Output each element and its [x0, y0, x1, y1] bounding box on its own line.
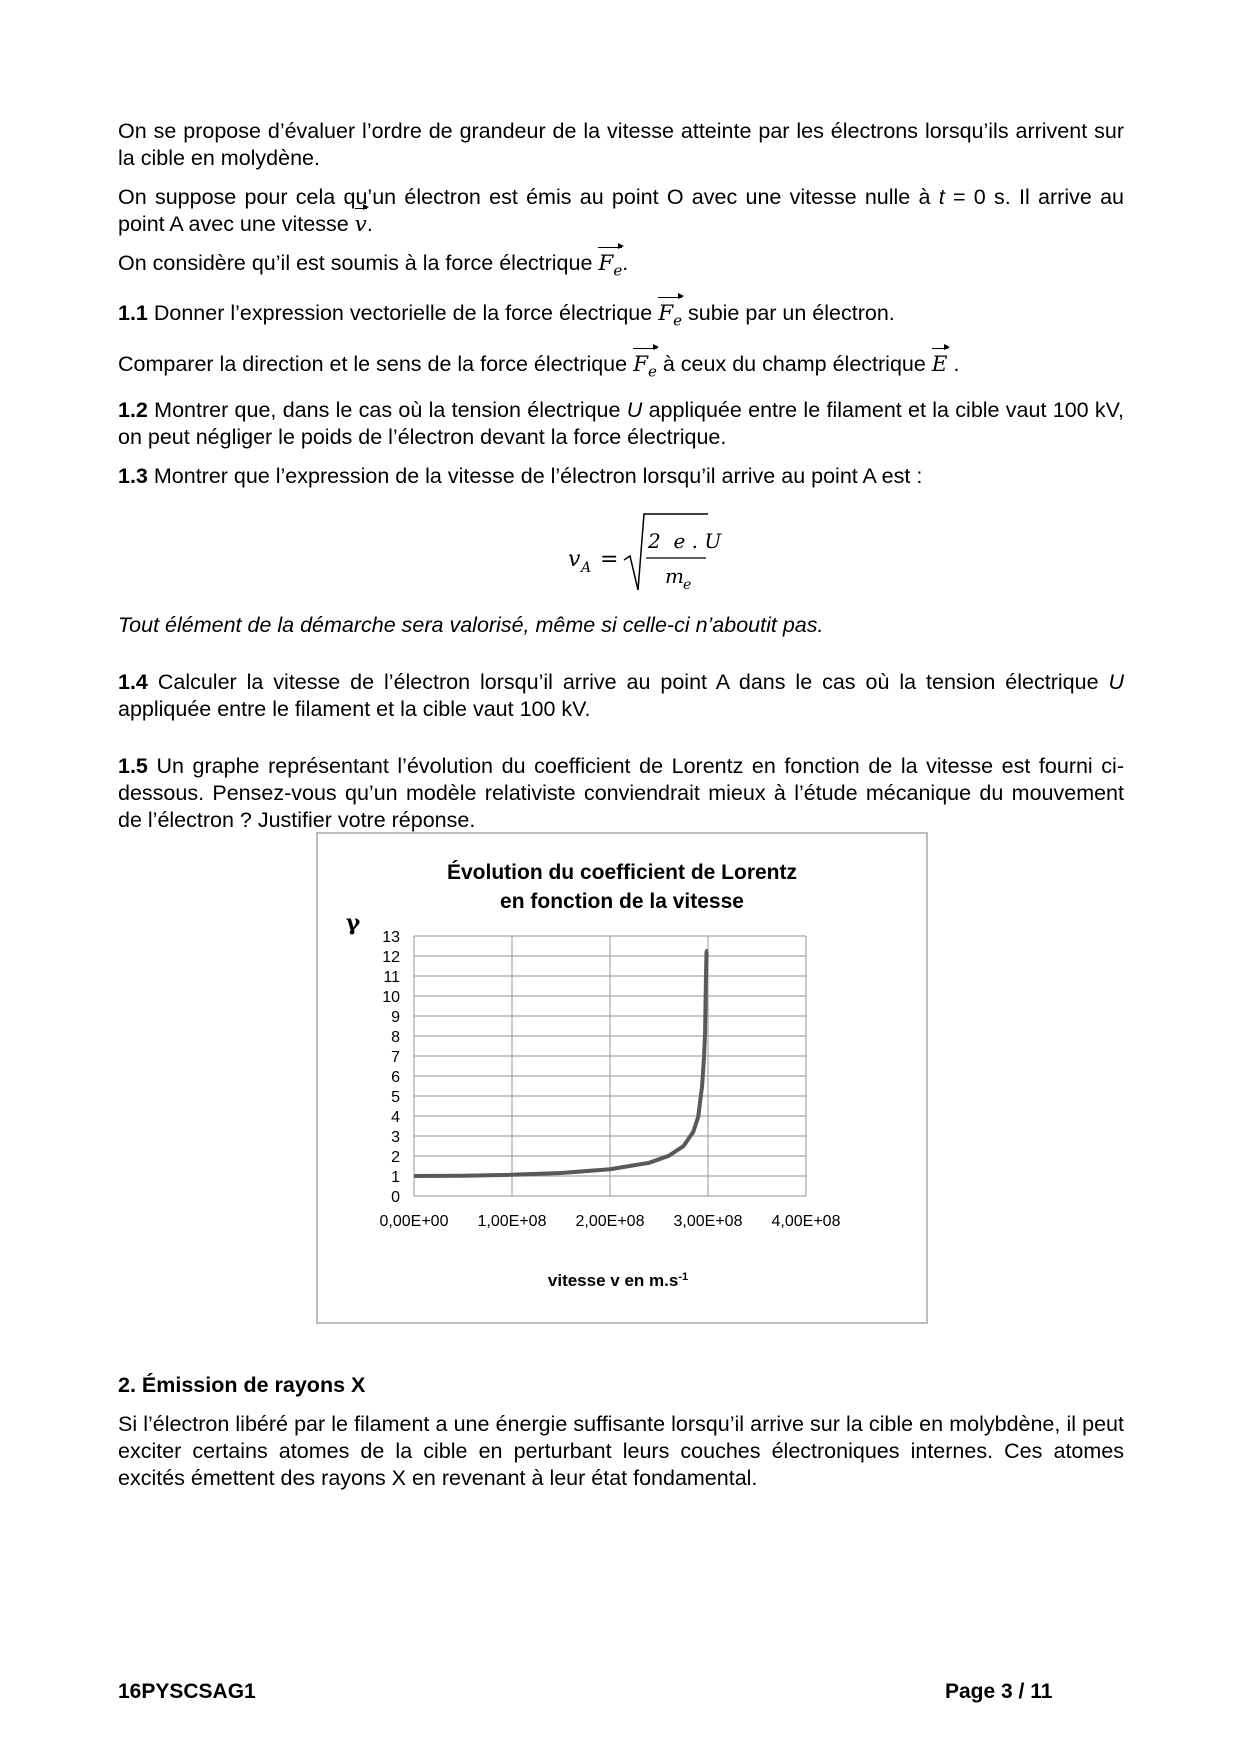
time-symbol: t [938, 185, 945, 209]
footer-page-number: Page 3 / 11 [945, 1680, 1053, 1703]
field-vector: E [931, 351, 948, 377]
chart-title-line-2: en fonction de la vitesse [500, 890, 744, 913]
force-vector: $F_e$ [633, 351, 657, 385]
question-1-3 [118, 463, 1124, 490]
question-1-4 [118, 669, 1124, 723]
grading-note: Tout élément de la démarche sera valorisé, même si celle-ci n’aboutit pas. [118, 612, 824, 637]
question-text: Montrer que l’expression de la vitesse de l’électron lorsqu’il arrive au point A est : [147, 463, 923, 488]
intro-period: . [622, 251, 629, 275]
chart-svg [318, 834, 926, 1322]
y-tick-label: 8 [391, 1029, 400, 1046]
question-number: 1.4 [118, 669, 148, 694]
question-number: 1.5 [118, 753, 148, 778]
chart-title-line-1: Évolution du coefficient de Lorentz [446, 861, 798, 884]
question-text: à ceux du champ électrique [656, 351, 932, 376]
force-vector: $F_e$ [658, 300, 682, 334]
intro-text-2c: . [366, 212, 373, 236]
y-tick-label: 7 [391, 1049, 400, 1066]
formula-denominator-sub: e [683, 576, 692, 593]
velocity-vector: v [354, 212, 367, 237]
question-text: Montrer que, dans le cas où la tension électrique [147, 397, 627, 422]
question-number: 1.1 [118, 301, 148, 326]
x-tick-label: 3,00E+08 [673, 1213, 743, 1230]
lorentz-chart [316, 832, 928, 1324]
x-tick-label: 0,00E+00 [379, 1213, 449, 1230]
x-axis-label: vitesse v en $m.s^{-1}$ [547, 1271, 689, 1290]
y-tick-label: 1 [391, 1169, 400, 1186]
section-2 [118, 1372, 1124, 1492]
question-text: subie par un électron. [682, 301, 895, 326]
formula-equals: = [600, 546, 619, 572]
formula-numerator: 2 e . U [648, 528, 722, 553]
formula-lhs: v [568, 546, 581, 572]
formula-lhs-sub: A [581, 559, 592, 576]
intro-text-1: On se propose d’évaluer l’ordre de grandeur de la vitesse atteinte par les électrons lorsqu’ils arrivent sur la cible en molydène. [118, 119, 1124, 170]
y-tick-label: 11 [383, 969, 400, 986]
intro-text-2a: On suppose pour cela qu’un électron est émis au point O avec une vitesse nulle à [118, 185, 939, 209]
question-text: Comparer la direction et le sens de la force électrique [118, 351, 634, 376]
voltage-symbol: U [1108, 669, 1124, 694]
y-tick-label: 10 [382, 989, 400, 1006]
question-text: Donner l’expression vectorielle de la force électrique [147, 301, 659, 326]
y-tick-label: 9 [391, 1009, 400, 1026]
question-1-2 [118, 397, 1124, 451]
footer-code: 16PYSCSAG1 [118, 1680, 256, 1703]
question-number: 1.3 [118, 463, 148, 488]
intro-text-3: On considère qu’il est soumis à la force électrique [118, 251, 599, 275]
question-text: appliquée entre le filament et la cible vaut 100 kV. [118, 696, 591, 721]
y-tick-label: 0 [391, 1189, 400, 1206]
question-number: 1.2 [118, 397, 148, 422]
x-tick-label: 2,00E+08 [575, 1213, 645, 1230]
voltage-symbol: U [626, 397, 643, 422]
question-text: Calculer la vitesse de l’électron lorsqu’il arrive au point A dans le cas où la tension électrique [147, 669, 1109, 694]
question-text: . [947, 351, 960, 376]
x-tick-label: 4,00E+08 [771, 1213, 841, 1230]
y-tick-label: 5 [391, 1089, 400, 1106]
page-content [118, 118, 1124, 834]
y-tick-label: 12 [382, 949, 400, 966]
formula-denominator: m [665, 563, 684, 588]
intro-paragraph-2 [118, 184, 1124, 238]
intro-text-2b: = 0 s. Il arrive au point A avec une vitesse [118, 185, 1124, 236]
intro-paragraph-1 [118, 118, 1124, 172]
question-text: Un graphe représentant l’évolution du coefficient de Lorentz en fonction de la vitesse est fourni ci-dessous. Pensez-vous qu’un modèle relativiste conviendrait mieux à l’étude mécanique du mouvement de l’électron ? Justifier votre réponse. [118, 753, 1124, 832]
y-tick-label: 6 [391, 1069, 400, 1086]
formula-svg [548, 508, 722, 598]
y-tick-label: 13 [382, 929, 400, 946]
x-tick-label: 1,00E+08 [477, 1213, 547, 1230]
velocity-formula [118, 508, 1124, 598]
y-tick-label: 2 [391, 1149, 400, 1166]
question-text: appliquée entre le filament et la cible vaut 100 kV, on peut négliger le poids de l’électron devant la force électrique. [118, 397, 1124, 449]
question-1-1-compare [118, 351, 1124, 385]
y-tick-label: 3 [391, 1129, 400, 1146]
intro-paragraph-3 [118, 250, 1124, 284]
series-line-gamma [414, 951, 708, 1176]
question-1-5 [118, 753, 1124, 834]
y-axis-label: γ [345, 910, 361, 936]
y-tick-label: 4 [391, 1109, 400, 1126]
question-1-1 [118, 300, 1124, 334]
section-2-heading: 2. Émission de rayons X [118, 1373, 366, 1397]
force-vector: $F_e$ [598, 250, 622, 284]
section-2-text: Si l’électron libéré par le filament a une énergie suffisante lorsqu’il arrive sur la cible en molybdène, il peut exciter certains atomes de la cible en perturbant leurs couches électroniques internes. Ces atomes excités émettent des rayons X en revenant à leur état fondamental. [118, 1412, 1124, 1490]
